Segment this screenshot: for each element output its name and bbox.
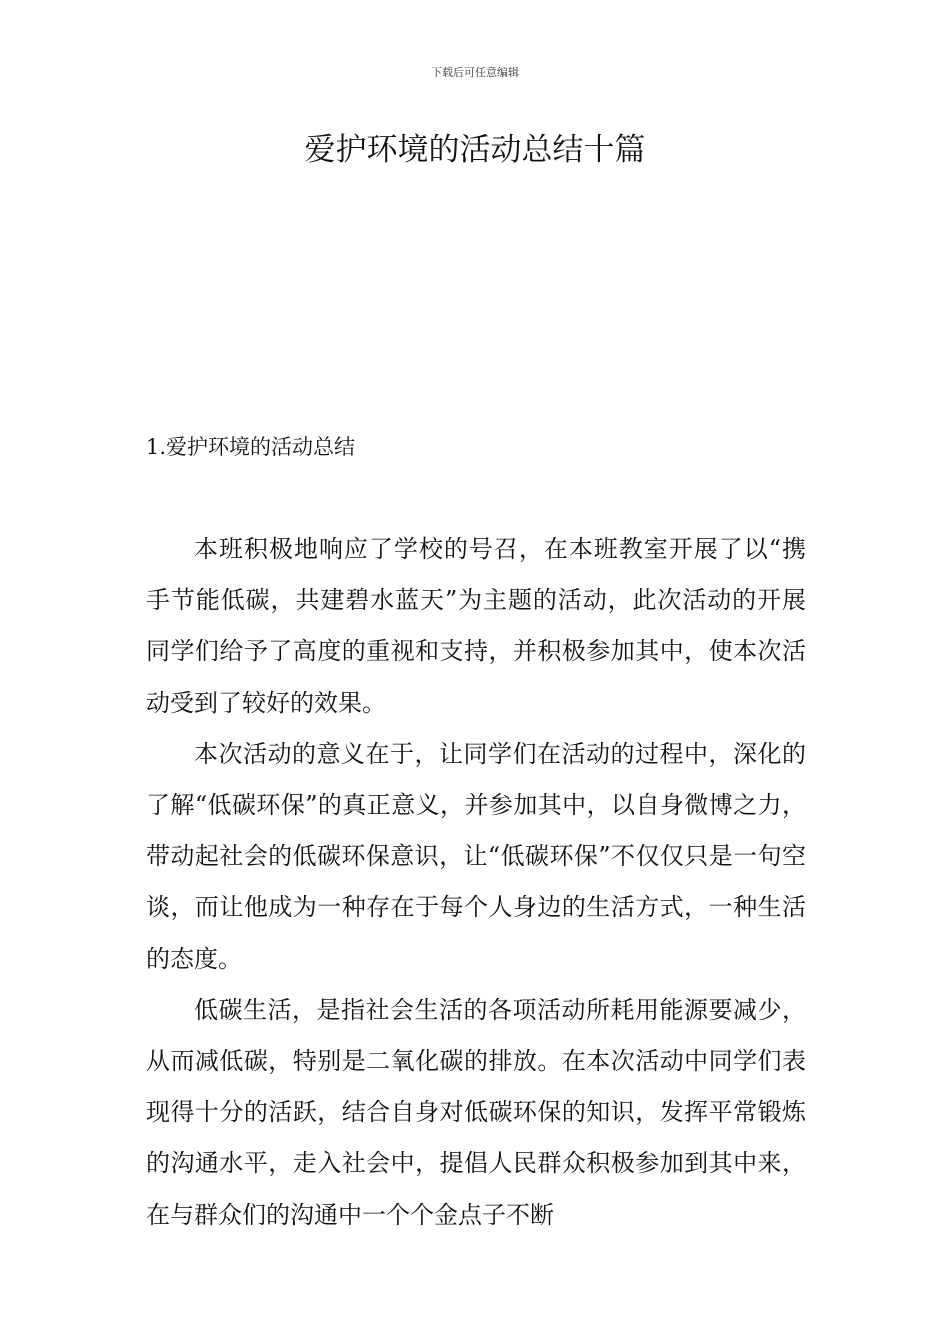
section-heading: 1.爱护环境的活动总结 <box>146 435 356 459</box>
header-note: 下载后可任意编辑 <box>431 66 519 79</box>
paragraph: 本次活动的意义在于，让同学们在活动的过程中，深化的了解“低碳环保”的真正意义，并参加其中，以自身微博之力，带动起社会的低碳环保意识，让“低碳环保”不仅仅只是一句空谈，而让他成为一种存在于每个人身边的生活方式，一种生活的态度。 <box>146 739 806 973</box>
paragraph: 低碳生活，是指社会生活的各项活动所耗用能源要减少，从而减低碳，特别是二氧化碳的排放。在本次活动中同学们表现得十分的活跃，结合自身对低碳环保的知识，发挥平常锻炼的沟通水平，走入社会中，提倡人民群众积极参加到其中来，在与群众们的沟通中一个个金点子不断 <box>146 995 806 1229</box>
document-title: 爱护环境的活动总结十篇 <box>304 132 646 168</box>
paragraph: 本班积极地响应了学校的号召，在本班教室开展了以“携手节能低碳，共建碧水蓝天”为主题的活动，此次活动的开展同学们给予了高度的重视和支持，并积极参加其中，使本次活动受到了较好的效果。 <box>146 535 806 717</box>
body-text <box>146 524 806 1241</box>
